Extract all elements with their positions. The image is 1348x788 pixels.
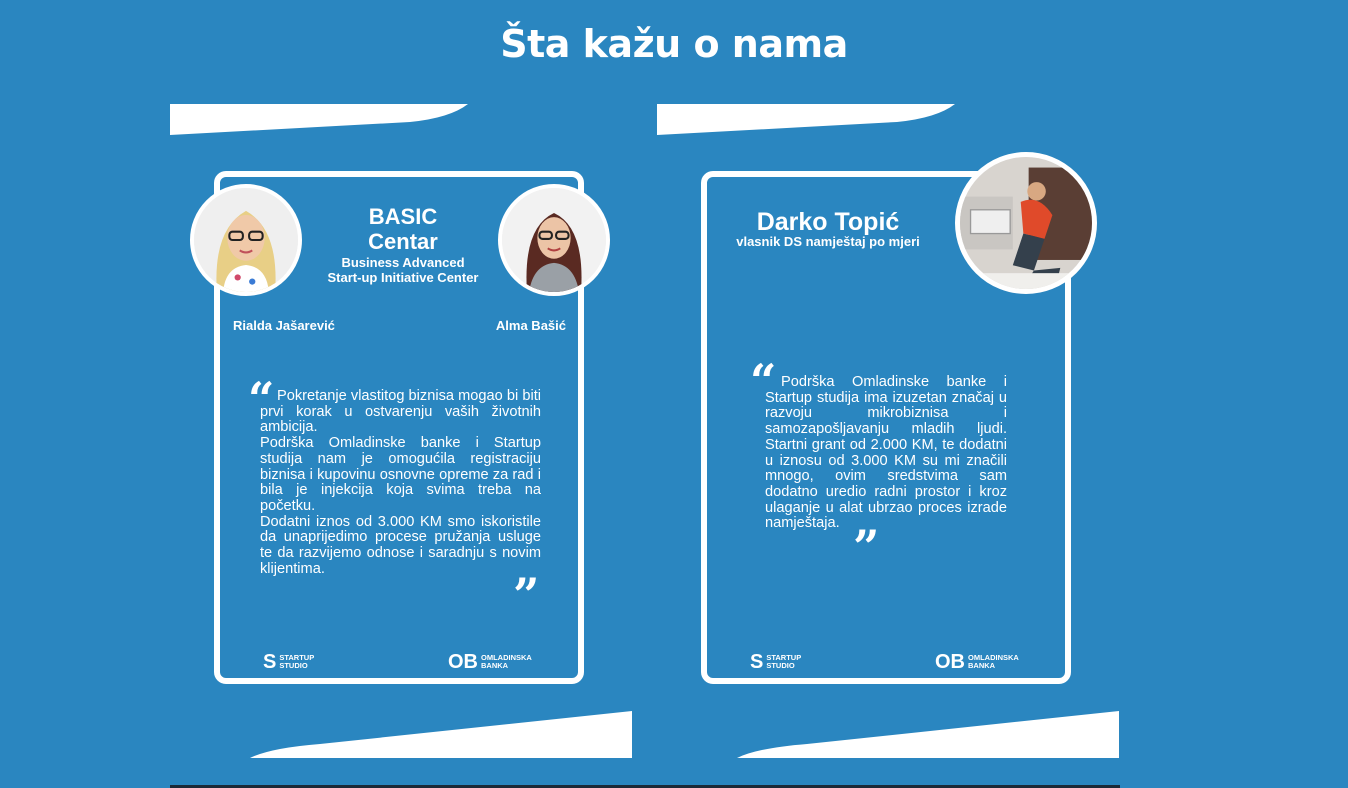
testimonial-quote: Podrška Omladinske banke i Startup studija ima izuzetan značaj u razvoju mikrobiznisa i samozapošljavanju mladih ljudi. Startni grant od 2.000 KM, te dodatni u iznosu od 3.000 KM su mi značili mnogo, ovim sredstvima sam dodatno uredio radni prostor i kroz ulaganje u alat ubrzao proces izrade namještaja. bbox=[765, 374, 1007, 532]
card-heading: Darko Topić bbox=[756, 208, 900, 236]
card-heading bbox=[300, 204, 506, 254]
startup-logo-mark: S bbox=[263, 651, 277, 673]
ob-logo-mark: OB bbox=[448, 651, 478, 673]
quote-close-icon: ” bbox=[513, 568, 540, 622]
startup-logo-text: STARTUP STUDIO bbox=[279, 653, 315, 670]
testimonial-card-basic bbox=[170, 104, 632, 758]
testimonial-quote: Pokretanje vlastitog biznisa mogao bi biti prvi korak u ostvarenju vaših životnih ambicija. Podrška Omladinske banke i Startup studija nam je omogućila registraciju biznisa i kupovinu osnovne opreme za rad i bila je injekcija koja svima treba na početku. Dodatni iznos od 3.000 KM smo iskoristile da unaprijedimo procese pružanja usluge te da razvijemo odnose i saradnju s novim klijentima. bbox=[260, 388, 541, 577]
avatar-darko bbox=[955, 152, 1097, 294]
ob-logo-text: OMLADINSKA BANKA bbox=[968, 653, 1019, 670]
startup-logo-text: STARTUP STUDIO bbox=[766, 653, 802, 670]
card-subtitle: vlasnik DS namještaj po mjeri bbox=[736, 234, 920, 249]
heading-line-1: BASIC bbox=[368, 204, 438, 229]
testimonial-card-darko bbox=[657, 104, 1119, 758]
omladinska-banka-logo bbox=[448, 652, 532, 672]
person-name-right: Alma Bašić bbox=[495, 318, 566, 333]
omladinska-banka-logo bbox=[935, 652, 1019, 672]
quote-open-icon: “ bbox=[248, 372, 275, 426]
person-name-left: Rialda Jašarević bbox=[233, 318, 335, 333]
avatar-alma bbox=[498, 184, 610, 296]
startup-studio-logo bbox=[750, 652, 801, 672]
page-title: Šta kažu o nama bbox=[500, 22, 848, 66]
startup-logo-mark: S bbox=[750, 651, 764, 673]
heading-line-2: Centar bbox=[368, 229, 438, 254]
quote-open-icon: “ bbox=[750, 354, 777, 408]
avatar-rialda bbox=[190, 184, 302, 296]
startup-studio-logo bbox=[263, 652, 314, 672]
card-subtitle: Business Advanced Start-up Initiative Center bbox=[327, 255, 479, 285]
ob-logo-mark: OB bbox=[935, 651, 965, 673]
quote-close-icon: ” bbox=[853, 520, 880, 574]
ob-logo-text: OMLADINSKA BANKA bbox=[481, 653, 532, 670]
